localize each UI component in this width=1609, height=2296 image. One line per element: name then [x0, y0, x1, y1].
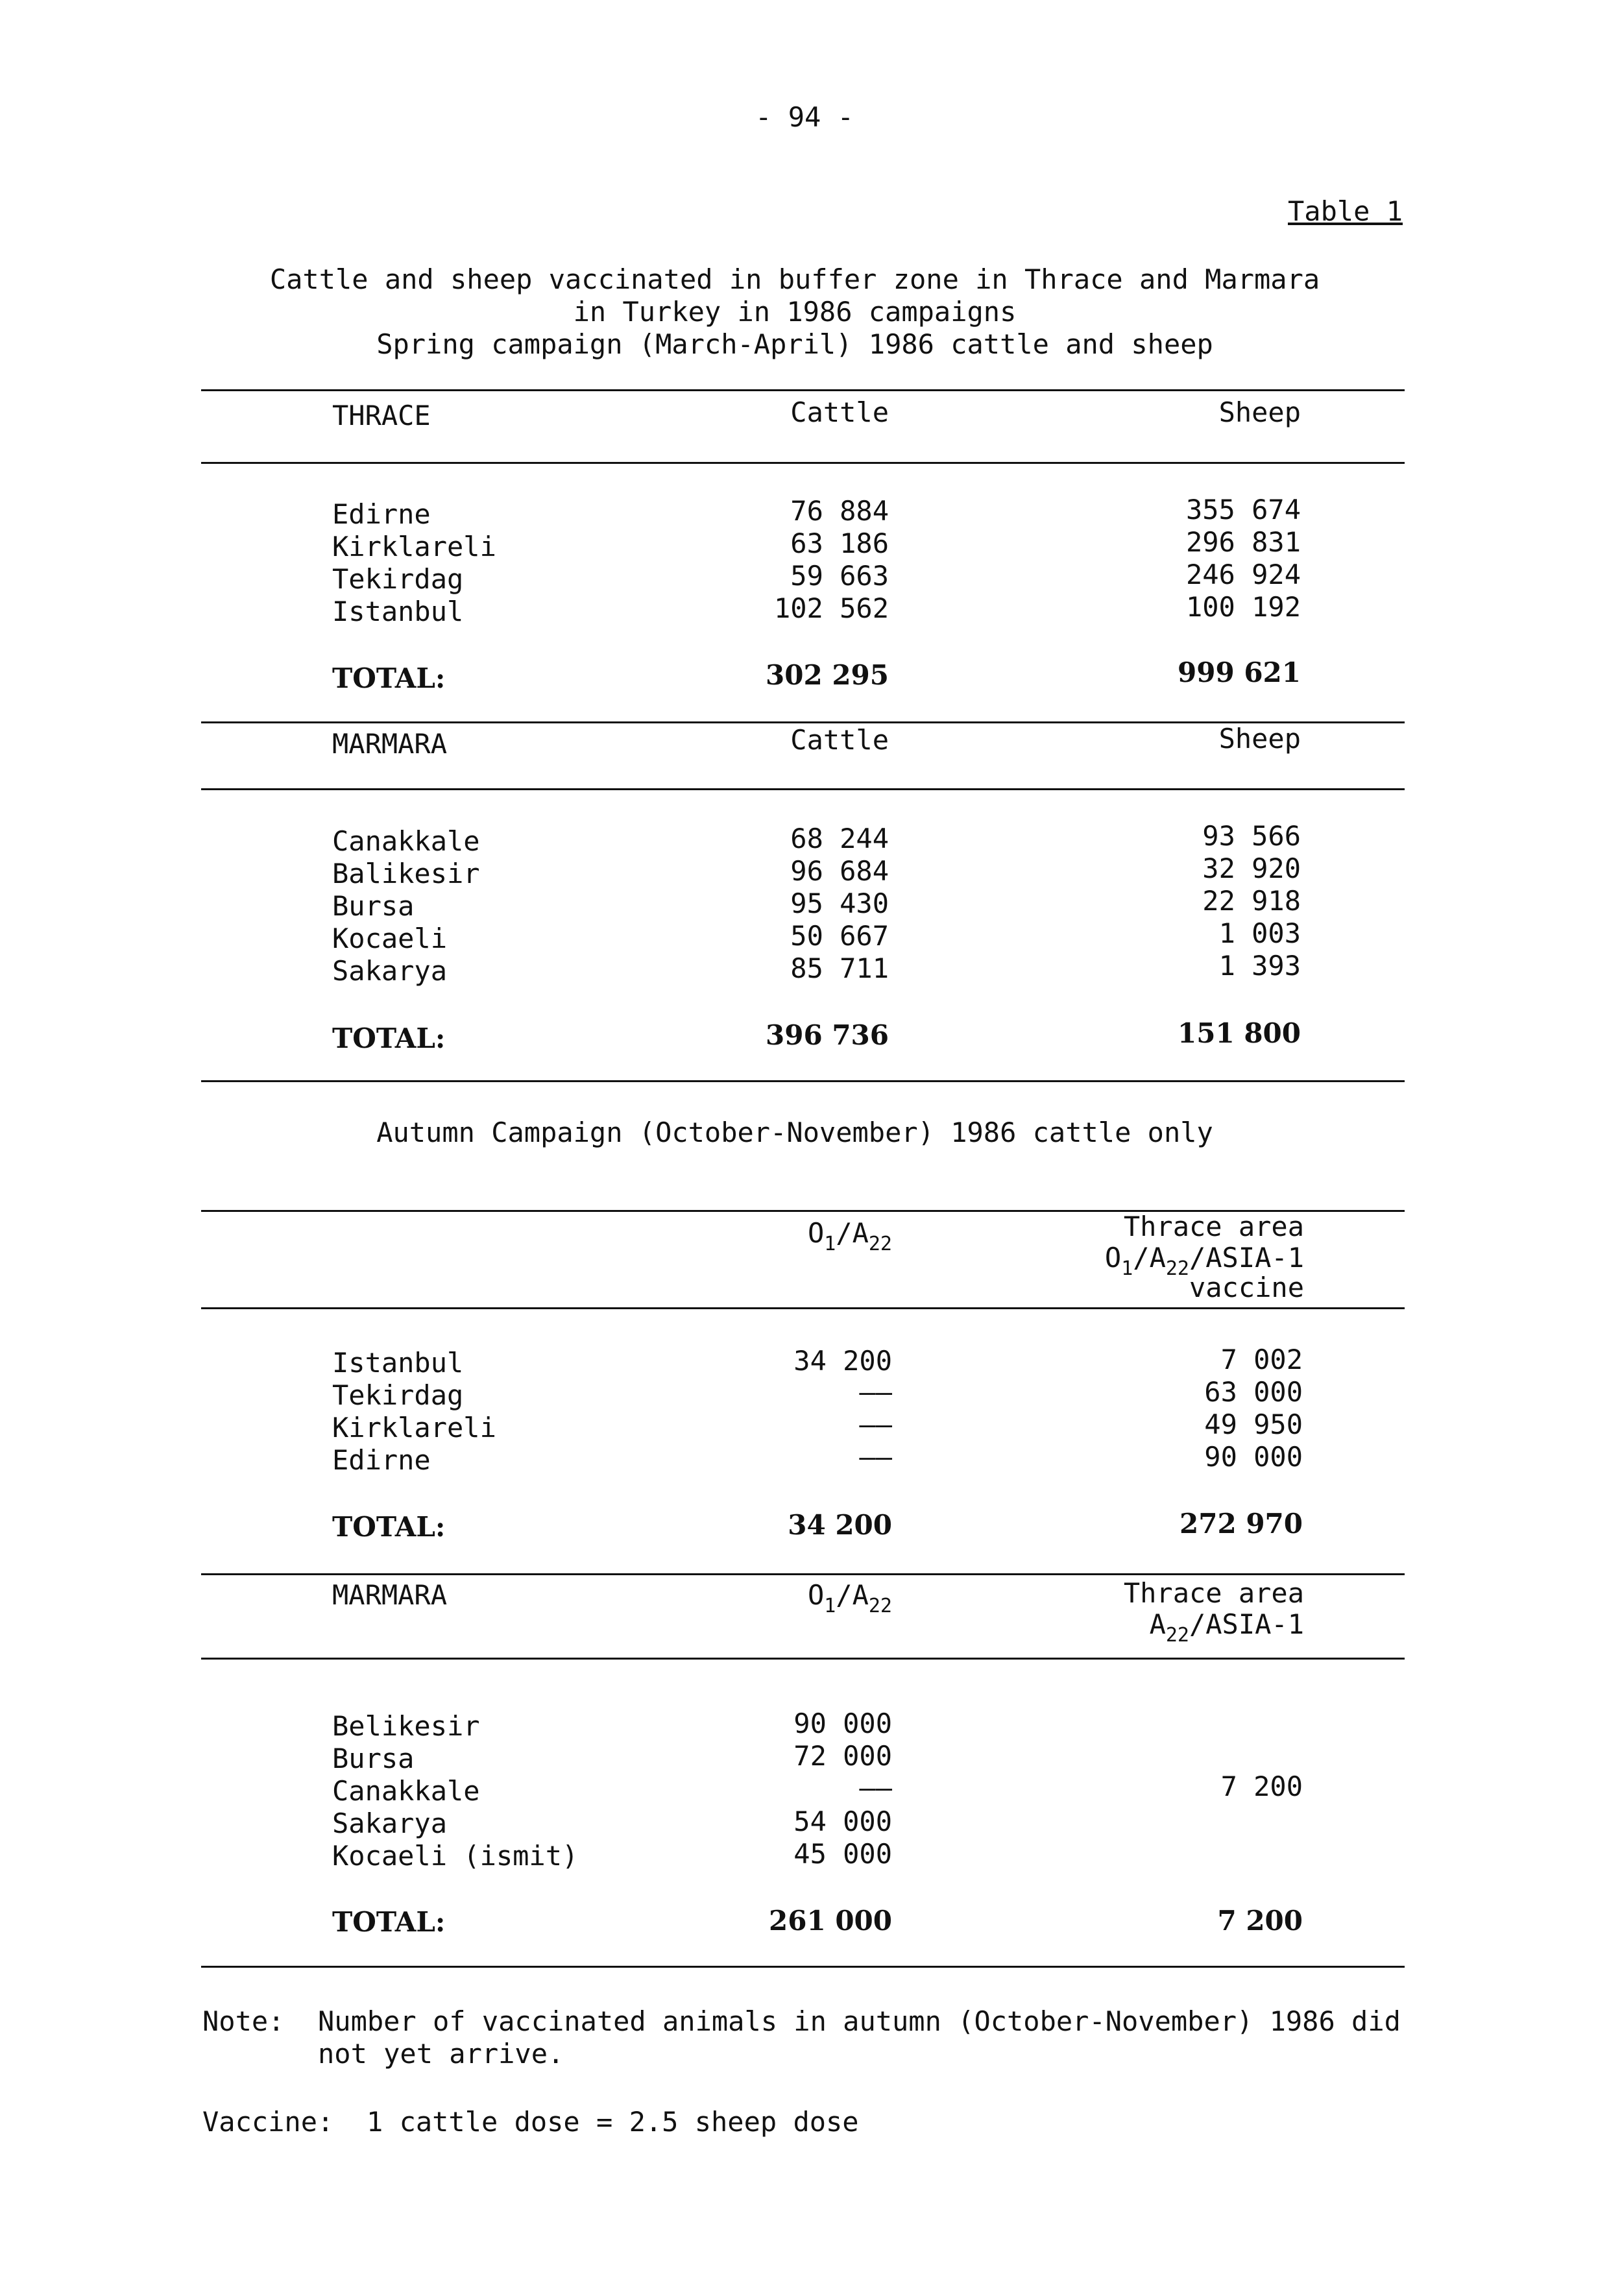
row-name: Canakkale	[332, 1775, 480, 1807]
o1-a22-value: 34 200	[793, 1345, 892, 1377]
vaccine-label: Vaccine:	[202, 2106, 334, 2138]
page-number: - 94 -	[755, 101, 854, 133]
cattle-value: 102 562	[773, 592, 889, 624]
thrace-area-value: 63 000	[1204, 1376, 1303, 1408]
o1-a22-value: ——	[859, 1772, 892, 1804]
o1-a22-value: 72 000	[793, 1740, 892, 1772]
row-name: Tekirdag	[332, 563, 464, 595]
col-header-sheep: Sheep	[1218, 396, 1301, 428]
sheep-value: 100 192	[1185, 591, 1301, 623]
col-header-cattle: Cattle	[790, 396, 889, 428]
row-name: Kirklareli	[332, 531, 496, 562]
rule	[201, 389, 1405, 391]
cattle-value: 68 244	[790, 823, 889, 854]
row-name: Tekirdag	[332, 1379, 464, 1411]
sheep-value: 22 918	[1202, 885, 1301, 917]
row-name: Istanbul	[332, 596, 464, 627]
cattle-value: 96 684	[790, 855, 889, 887]
rule	[201, 1658, 1405, 1660]
o1-a22-value: ——	[859, 1376, 892, 1408]
row-name: Balikesir	[332, 858, 480, 889]
thrace-area-value: 49 950	[1204, 1408, 1303, 1440]
rule	[201, 788, 1405, 790]
total-label: TOTAL:	[332, 1511, 446, 1543]
note-text-line-2: not yet arrive.	[318, 2038, 564, 2070]
row-name: Bursa	[332, 1743, 415, 1774]
cattle-value: 76 884	[790, 495, 889, 527]
cattle-value: 59 663	[790, 560, 889, 592]
rule	[201, 1307, 1405, 1309]
rule	[201, 1573, 1405, 1575]
total-o1-a22: 261 000	[769, 1905, 892, 1937]
o1-a22-value: 54 000	[793, 1806, 892, 1837]
title-line-3: Spring campaign (March-April) 1986 cattle and sheep	[376, 328, 1213, 360]
total-label: TOTAL:	[332, 662, 446, 694]
total-label: TOTAL:	[332, 1906, 446, 1938]
autumn-title: Autumn Campaign (October-November) 1986 cattle only	[376, 1117, 1213, 1148]
region-header-marmara: MARMARA	[332, 1579, 448, 1611]
total-cattle: 302 295	[766, 659, 889, 691]
row-name: Istanbul	[332, 1347, 464, 1379]
col-header-sheep: Sheep	[1218, 723, 1301, 755]
o1-a22-value: 90 000	[793, 1708, 892, 1739]
rule	[201, 1966, 1405, 1968]
col-header-cattle: Cattle	[790, 724, 889, 756]
o1-a22-value: 45 000	[793, 1838, 892, 1870]
o1-a22-value: ——	[859, 1408, 892, 1440]
row-name: Kocaeli	[332, 923, 448, 954]
row-name: Canakkale	[332, 825, 480, 857]
sheep-value: 246 924	[1185, 559, 1301, 590]
o1-a22-value: ——	[859, 1441, 892, 1473]
total-thrace-area: 272 970	[1180, 1508, 1303, 1540]
col-header-o1-a22: $O_1/A_{22}$	[807, 1217, 892, 1255]
sheep-value: 1 003	[1218, 917, 1301, 949]
row-name: Kocaeli (ismit)	[332, 1840, 579, 1872]
thrace-area-value: 7 002	[1220, 1344, 1303, 1375]
note-label: Note:	[202, 2005, 285, 2037]
cattle-value: 95 430	[790, 888, 889, 919]
sheep-value: 1 393	[1218, 950, 1301, 982]
total-sheep: 151 800	[1178, 1017, 1301, 1049]
table-label: Table 1	[1288, 195, 1403, 227]
row-name: Sakarya	[332, 1807, 448, 1839]
total-sheep: 999 621	[1178, 657, 1301, 688]
row-name: Bursa	[332, 890, 415, 922]
sheep-value: 296 831	[1185, 526, 1301, 558]
cattle-value: 63 186	[790, 527, 889, 559]
region-header-thrace: THRACE	[332, 400, 431, 431]
col-header-thrace-area: Thrace area $O_1/A_{22}/ASIA-1$ vaccine	[1104, 1211, 1304, 1303]
col-header-thrace-area: Thrace area $A_{22}/ASIA-1$	[1123, 1577, 1304, 1647]
rule	[201, 462, 1405, 464]
total-o1-a22: 34 200	[788, 1509, 892, 1541]
total-cattle: 396 736	[766, 1019, 889, 1051]
cattle-value: 85 711	[790, 952, 889, 984]
title-line-1: Cattle and sheep vaccinated in buffer zone in Thrace and Marmara	[269, 263, 1320, 295]
row-name: Belikesir	[332, 1710, 480, 1742]
sheep-value: 32 920	[1202, 852, 1301, 884]
total-label: TOTAL:	[332, 1022, 446, 1054]
col-header-o1-a22: $O_1/A_{22}$	[807, 1579, 892, 1617]
rule	[201, 1080, 1405, 1082]
thrace-area-value: 90 000	[1204, 1441, 1303, 1473]
thrace-area-value: 7 200	[1220, 1770, 1303, 1802]
row-name: Kirklareli	[332, 1412, 496, 1444]
vaccine-text: 1 cattle dose = 2.5 sheep dose	[367, 2106, 859, 2138]
note-text-line-1: Number of vaccinated animals in autumn (October-November) 1986 did	[318, 2005, 1401, 2037]
sheep-value: 93 566	[1202, 820, 1301, 852]
title-line-2: in Turkey in 1986 campaigns	[573, 296, 1017, 328]
region-header-marmara: MARMARA	[332, 728, 448, 760]
row-name: Edirne	[332, 498, 431, 530]
row-name: Edirne	[332, 1444, 431, 1476]
row-name: Sakarya	[332, 955, 448, 987]
cattle-value: 50 667	[790, 920, 889, 952]
sheep-value: 355 674	[1185, 494, 1301, 526]
total-thrace-area: 7 200	[1217, 1905, 1303, 1937]
